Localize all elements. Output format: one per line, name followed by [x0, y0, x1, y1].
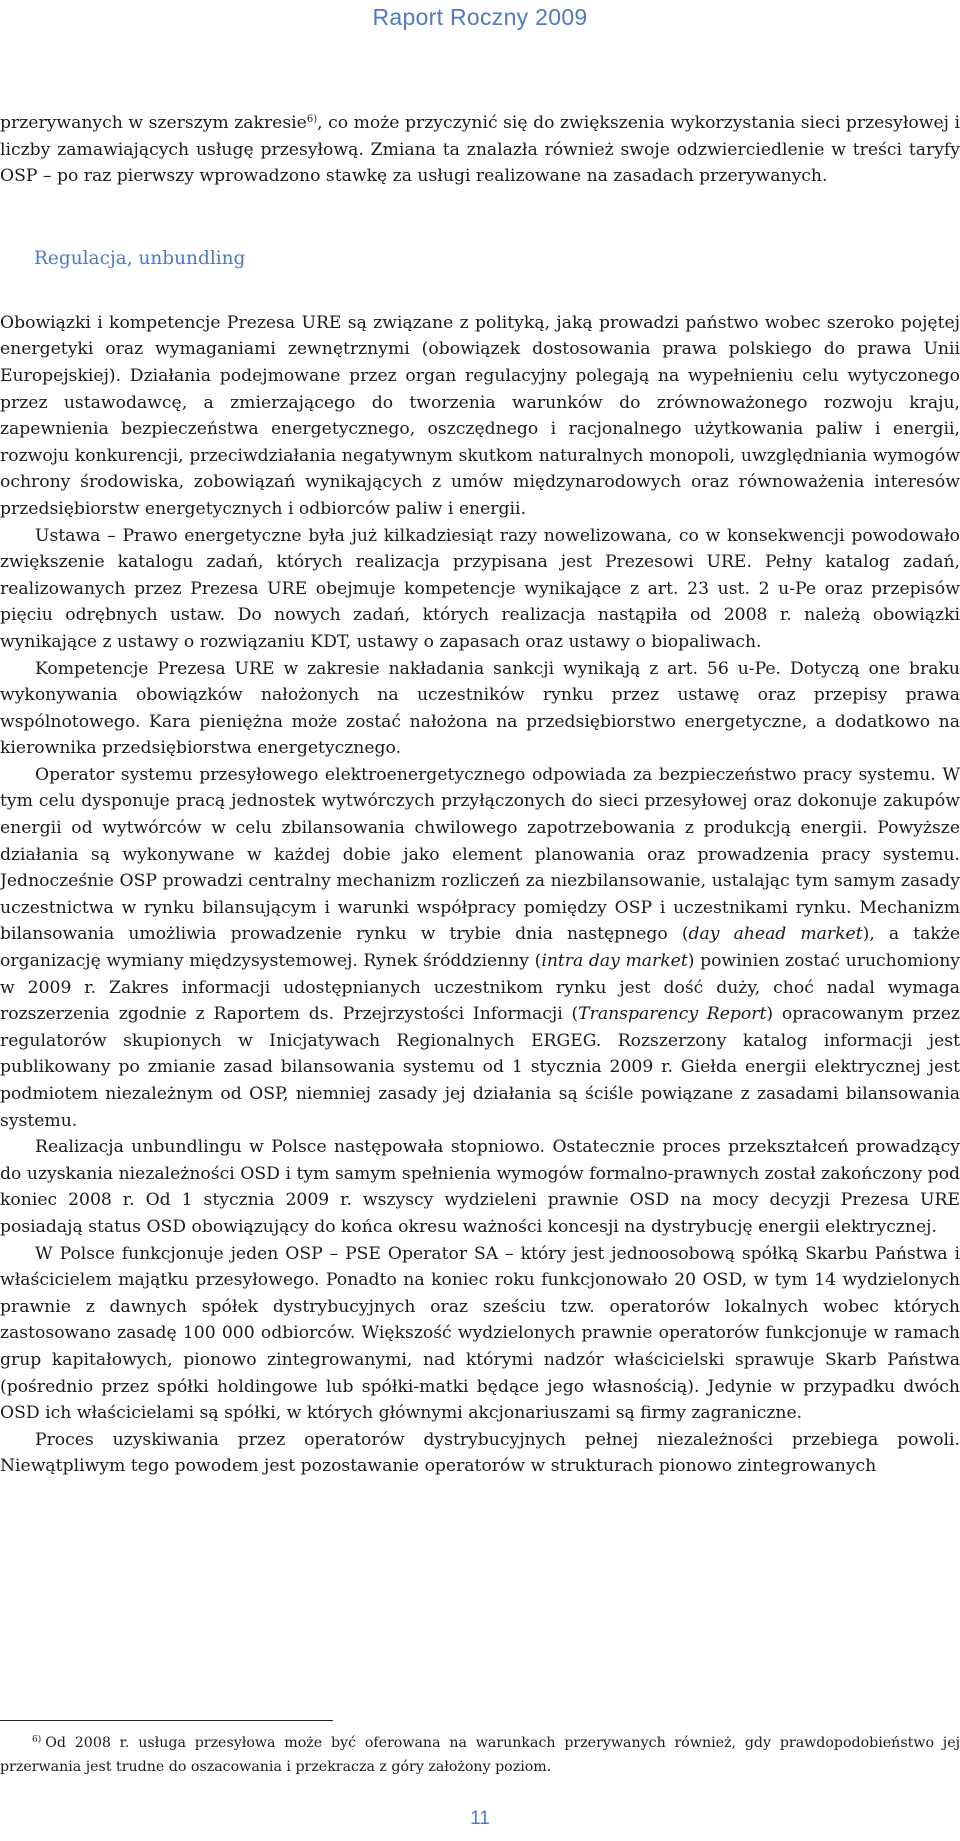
intro-paragraph — [0, 110, 960, 190]
footnote-divider — [0, 1720, 333, 1721]
italic-term: day ahead market — [688, 924, 863, 945]
italic-term: intra day market — [541, 951, 688, 972]
paragraph-sanctions: Kompetencje Prezesa URE w zakresie nakładania sankcji wynikają z art. 56 u-Pe. Dotyczą one braku wykonywania obowiązków nałożonych na uczestników rynku przez ustawę oraz przepisy prawa wspólnotowego. Kara pieniężna może zostać nałożona na przedsiębiorstwo energetyczne, a dodatkowo na kierownika przedsiębiorstwa energetycznego. — [0, 658, 960, 759]
footnote-ref[interactable]: 6) — [306, 114, 318, 125]
paragraph-operators-poland: W Polsce funkcjonuje jeden OSP – PSE Operator SA – który jest jednoosobową spółką Skarbu Państwa i właścicielem majątku przesyłowego. Ponadto na koniec roku funkcjonowało 20 OSD, w tym 14 wydzielonych prawnie z dawnych spółek dystrybucyjnych oraz sześciu tzw. operatorów lokalnych wobec których zastosowano zasadę 100 000 odbiorców. Większość wydzielonych prawnie operatorów funkcjonuje w ramach grup kapitałowych, pionowo zintegrowanymi, nad którymi nadzór właścicielski sprawuje Skarb Państwa (pośrednio przez spółki holdingowe lub spółki-matki będące jego własnością). Jedynie w przypadku dwóch OSD ich właścicielami są spółki, w których głównymi akcjonariuszami są firmy zagraniczne. — [0, 1243, 960, 1424]
running-header: Raport Roczny 2009 — [372, 4, 588, 30]
italic-term: Transparency Report — [578, 1004, 767, 1025]
intro-text-end: , co może przyczynić się do zwiększenia wykorzystania sieci przesyłowej i liczby zamawiających usługę przesyłową. Zmiana ta znalazła również swoje odzwierciedlenie w treści taryfy OSP – po raz pierwszy wprowadzono stawkę za usługi realizowane na zasadach przerywanych. — [0, 113, 960, 187]
paragraph-independence: Proces uzyskiwania przez operatorów dystrybucyjnych pełnej niezależności przebiega powoli. Niewątpliwym tego powodem jest pozostawanie operatorów w strukturach pionowo zintegrowanych — [0, 1429, 960, 1477]
page-number: 11 — [470, 1808, 490, 1829]
section-heading: Regulacja, unbundling — [34, 247, 246, 269]
footnote-mark: 6) — [32, 1735, 42, 1745]
text-segment: Operator systemu przesyłowego elektroenergetycznego odpowiada za bezpieczeństwo pracy systemu. W tym celu dysponuje pracą jednostek wytwórczych przyłączonych do sieci przesyłowej oraz dokonuje zakupów energii od wytwórców w celu zbilansowania chwilowego zapotrzebowania z produkcją energii. Powyższe działania są wykonywane w każdej dobie jako element planowania oraz prowadzenia pracy systemu. Jednocześnie OSP prowadzi centralny mechanizm rozliczeń za niezbilansowanie, ustalając tym samym zasady uczestnictwa w rynku bilansującym i warunki współpracy pomiędzy OSP i uczestnikami rynku. Mechanizm bilansowania umożliwia prowadzenie rynku w trybie dnia następnego ( — [0, 764, 960, 945]
text-segment: ) powinien zostać uruchomiony w 2009 r. Zakres informacji udostępnianych uczestnikom rynku jest dość duży, choć nadal wymaga rozszerzenia zgodnie z Raportem ds. Przejrzystości Informacji ( — [0, 951, 960, 1025]
footnote-text: Od 2008 r. usługa przesyłowa może być oferowana na warunkach przerywanych również, gdy prawdopodobieństwo jej przerwania jest trudne do oszacowania i przekracza z góry założony poziom. — [0, 1735, 960, 1775]
intro-text-start: przerywanych w szerszym zakresie — [0, 113, 307, 133]
paragraph-transmission-operator — [0, 762, 960, 1134]
footnote — [0, 1728, 960, 1779]
paragraph-obligations: Obowiązki i kompetencje Prezesa URE są związane z polityką, jaką prowadzi państwo wobec szeroko pojętej energetyki oraz wymaganiami zewnętrznymi (obowiązek dostosowania prawa polskiego do prawa Unii Europejskiej). Działania podejmowane przez organ regulacyjny polegają na wypełnieniu celu wytyczonego przez ustawodawcę, a zmierzającego do tworzenia warunków do zrównoważonego rozwoju kraju, zapewnienia bezpieczeństwa energetycznego, oszczędnego i racjonalnego użytkowania paliw i energii, rozwoju konkurencji, przeciwdziałania negatywnym skutkom naturalnych monopoli, uwzględniania wymogów ochrony środowiska, zobowiązań wynikających z umów międzynarodowych oraz równoważenia interesów przedsiębiorstw energetycznych i odbiorców paliw i energii. — [0, 312, 960, 519]
paragraph-unbundling: Realizacja unbundlingu w Polsce następowała stopniowo. Ostatecznie proces przekształceń prowadzący do uzyskania niezależności OSD i tym samym spełnienia wymogów formalno-prawnych został zakończony pod koniec 2008 r. Od 1 stycznia 2009 r. wszyscy wydzieleni prawnie OSD na mocy decyzji Prezesa URE posiadają status OSD obowiązujący do końca okresu ważności koncesji na dystrybucję energii elektrycznej. — [0, 1137, 960, 1237]
section-body — [0, 310, 960, 1480]
text-segment: ), a także organizację wymiany międzysystemowej. Rynek śróddzienny ( — [0, 924, 960, 972]
paragraph-energy-law: Ustawa – Prawo energetyczne była już kilkadziesiąt razy nowelizowana, co w konsekwencji powodowało zwiększenie katalogu zadań, których realizacja przypisana jest Prezesowi URE. Pełny katalog zadań, realizowanych przez Prezesa URE obejmuje kompetencje wynikające z art. 23 ust. 2 u-Pe oraz przepisów pięciu odrębnych ustaw. Do nowych zadań, których realizacja nastąpiła od 2008 r. należą obowiązki wynikające z ustawy o rozwiązaniu KDT, ustawy o zapasach oraz ustawy o biopaliwach. — [0, 525, 960, 652]
main-content — [0, 110, 960, 1480]
text-segment: ) opracowanym przez regulatorów skupionych w Inicjatywach Regionalnych ERGEG. Rozszerzony katalog informacji jest publikowany po zmianie zasad bilansowania systemu od 1 stycznia 2009 r. Giełda energii elektrycznej jest podmiotem niezależnym od OSP, niemniej zasady jej działania są ściśle powiązane z zasadami bilansowania systemu. — [0, 1004, 960, 1131]
